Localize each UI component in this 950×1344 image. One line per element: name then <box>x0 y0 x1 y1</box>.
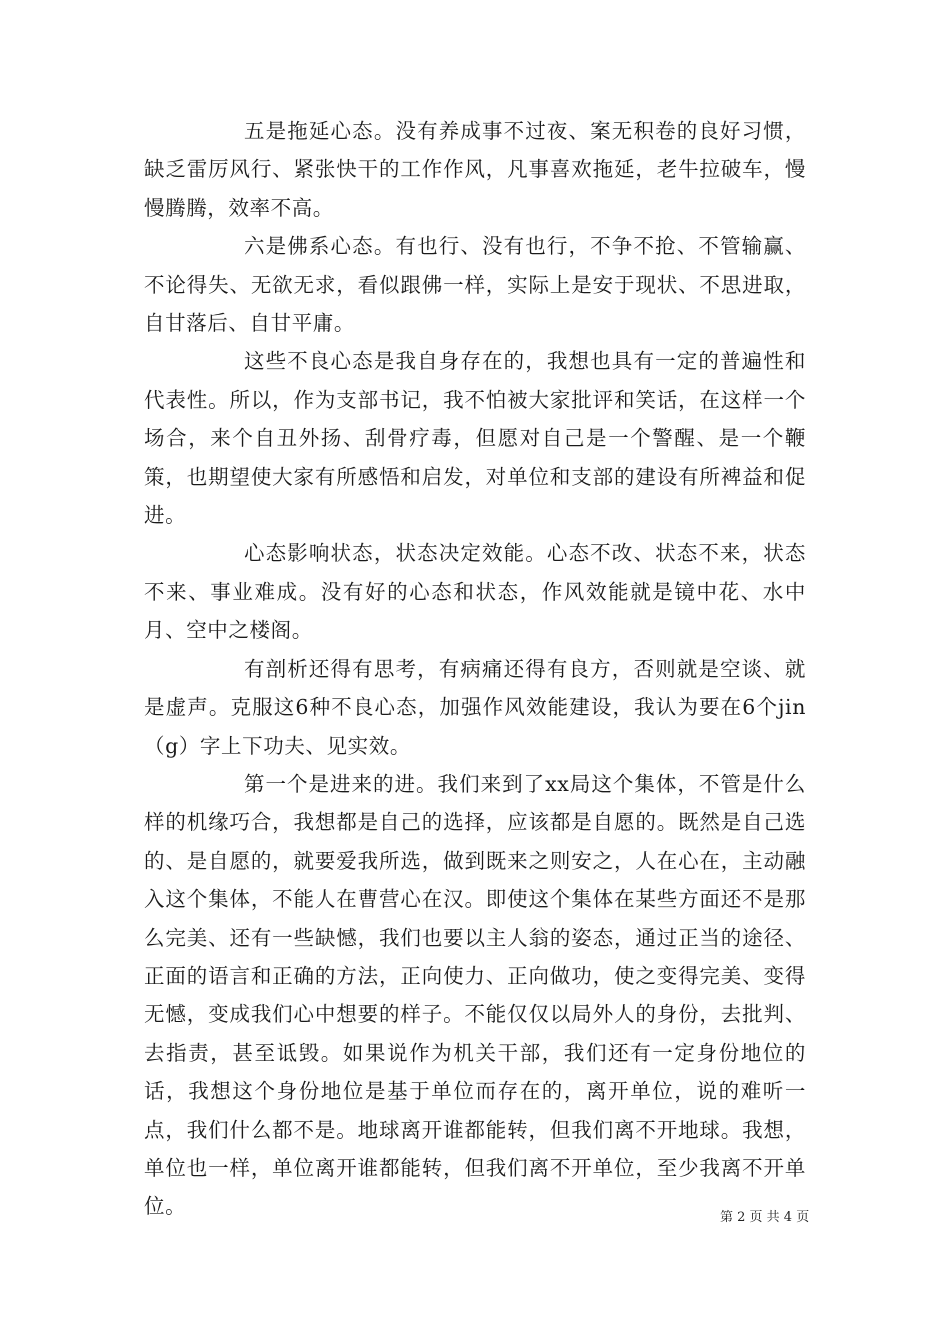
paragraph-buddhist-mindset: 六是佛系心态。有也行、没有也行，不争不抢、不管输赢、不论得失、无欲无求，看似跟佛一样，实际上是安于现状、不思进取，自甘落后、自甘平庸。 <box>144 234 806 336</box>
page-number-footer: 第 2 页 共 4 页 <box>720 1210 810 1225</box>
document-body <box>144 112 806 1226</box>
paragraph-self-criticism: 这些不良心态是我自身存在的，我想也具有一定的普遍性和代表性。所以，作为支部书记，我不怕被大家批评和笑话，在这样一个场合，来个自丑外扬、刮骨疗毒，但愿对自己是一个警醒、是一个鞭策，也期望使大家有所感悟和启发，对单位和支部的建设有所裨益和促进。 <box>144 349 806 528</box>
paragraph-six-jin: 有剖析还得有思考，有病痛还得有良方，否则就是空谈、就是虚声。克服这6种不良心态，加强作风效能建设，我认为要在6个jin（g）字上下功夫、见实效。 <box>144 656 806 758</box>
paragraph-first-jin: 第一个是进来的进。我们来到了xx局这个集体，不管是什么样的机缘巧合，我想都是自己的选择，应该都是自愿的。既然是自己选的、是自愿的，就要爱我所选，做到既来之则安之，人在心在，主动融入这个集体，不能人在曹营心在汉。即使这个集体在某些方面还不是那么完美、还有一些缺憾，我们也要以主人翁的姿态，通过正当的途径、正面的语言和正确的方法，正向使力、正向做功，使之变得完美、变得无憾，变成我们心中想要的样子。不能仅仅以局外人的身份，去批判、去指责，甚至诋毁。如果说作为机关干部，我们还有一定身份地位的话，我想这个身份地位是基于单位而存在的，离开单位，说的难听一点，我们什么都不是。地球离开谁都能转，但我们离不开地球。我想，单位也一样，单位离开谁都能转，但我们离不开单位，至少我离不开单位。 <box>144 771 806 1219</box>
paragraph-mindset-status: 心态影响状态，状态决定效能。心态不改、状态不来，状态不来、事业难成。没有好的心态和状态，作风效能就是镜中花、水中月、空中之楼阁。 <box>144 541 806 643</box>
paragraph-procrastination: 五是拖延心态。没有养成事不过夜、案无积卷的良好习惯，缺乏雷厉风行、紧张快干的工作作风，凡事喜欢拖延，老牛拉破车，慢慢腾腾，效率不高。 <box>144 119 806 220</box>
